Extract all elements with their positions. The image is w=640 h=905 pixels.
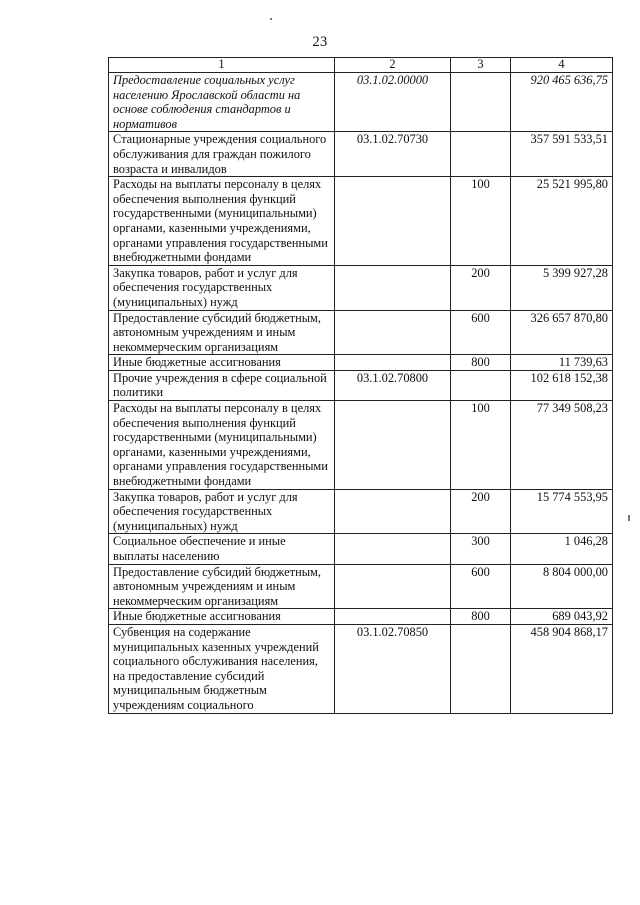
row-name-cell: Расходы на выплаты персоналу в целях обеспечения выполнения функций государственными (муниципальными) органами, казенными учреждениями, органами управления государственными внебюджетными фондами: [109, 177, 335, 266]
row-name-cell: Закупка товаров, работ и услуг для обеспечения государственных (муниципальных) нужд: [109, 489, 335, 534]
row-expense-type-cell: [451, 370, 511, 400]
row-name-cell: Предоставление социальных услуг населению Ярославской области на основе соблюдения стандартов и нормативов: [109, 73, 335, 132]
row-expense-type-cell: 200: [451, 265, 511, 310]
table-row: [109, 564, 613, 609]
row-code-cell: [335, 609, 451, 625]
row-expense-type-cell: 800: [451, 609, 511, 625]
row-code-cell: [335, 177, 451, 266]
scan-speck: [628, 515, 630, 521]
table-row: [109, 177, 613, 266]
row-amount-cell: 920 465 636,75: [511, 73, 613, 132]
row-expense-type-cell: 200: [451, 489, 511, 534]
header-col-3: 3: [451, 58, 511, 73]
row-name-cell: Предоставление субсидий бюджетным, автономным учреждениям и иным некоммерческим организациям: [109, 564, 335, 609]
row-amount-cell: 15 774 553,95: [511, 489, 613, 534]
row-amount-cell: 1 046,28: [511, 534, 613, 564]
row-code-cell: 03.1.02.70850: [335, 624, 451, 713]
row-expense-type-cell: 800: [451, 355, 511, 371]
row-name-cell: Предоставление субсидий бюджетным, автономным учреждениям и иным некоммерческим организациям: [109, 310, 335, 355]
row-name-cell: Прочие учреждения в сфере социальной политики: [109, 370, 335, 400]
table-row: [109, 310, 613, 355]
row-code-cell: [335, 310, 451, 355]
row-amount-cell: 102 618 152,38: [511, 370, 613, 400]
row-name-cell: Социальное обеспечение и иные выплаты населению: [109, 534, 335, 564]
scan-speck: [270, 18, 272, 20]
row-expense-type-cell: 600: [451, 564, 511, 609]
table-header-row: [109, 58, 613, 73]
table-row: [109, 489, 613, 534]
row-code-cell: [335, 355, 451, 371]
row-amount-cell: 458 904 868,17: [511, 624, 613, 713]
row-code-cell: [335, 564, 451, 609]
row-amount-cell: 326 657 870,80: [511, 310, 613, 355]
row-amount-cell: 357 591 533,51: [511, 132, 613, 177]
row-expense-type-cell: [451, 132, 511, 177]
row-code-cell: 03.1.02.70800: [335, 370, 451, 400]
table-body: [109, 73, 613, 714]
row-name-cell: Субвенция на содержание муниципальных казенных учреждений социального обслуживания населения, на предоставление субсидий муниципальным бюджетным учреждениям социального: [109, 624, 335, 713]
table-row: [109, 624, 613, 713]
row-amount-cell: 8 804 000,00: [511, 564, 613, 609]
row-code-cell: 03.1.02.70730: [335, 132, 451, 177]
row-name-cell: Стационарные учреждения социального обслуживания для граждан пожилого возраста и инвалидов: [109, 132, 335, 177]
row-name-cell: Иные бюджетные ассигнования: [109, 355, 335, 371]
row-name-cell: Иные бюджетные ассигнования: [109, 609, 335, 625]
table-row: [109, 370, 613, 400]
row-expense-type-cell: 100: [451, 177, 511, 266]
row-expense-type-cell: 600: [451, 310, 511, 355]
budget-table: [108, 57, 613, 714]
row-expense-type-cell: [451, 624, 511, 713]
header-col-2: 2: [335, 58, 451, 73]
header-col-1: 1: [109, 58, 335, 73]
table-row: [109, 534, 613, 564]
row-name-cell: Расходы на выплаты персоналу в целях обеспечения выполнения функций государственными (муниципальными) органами, казенными учреждениями, органами управления государственными внебюджетными фондами: [109, 401, 335, 490]
table-row: [109, 401, 613, 490]
row-expense-type-cell: [451, 73, 511, 132]
row-amount-cell: 77 349 508,23: [511, 401, 613, 490]
row-name-cell: Закупка товаров, работ и услуг для обеспечения государственных (муниципальных) нужд: [109, 265, 335, 310]
table-row: [109, 355, 613, 371]
row-amount-cell: 11 739,63: [511, 355, 613, 371]
header-col-4: 4: [511, 58, 613, 73]
row-expense-type-cell: 300: [451, 534, 511, 564]
row-code-cell: 03.1.02.00000: [335, 73, 451, 132]
row-code-cell: [335, 489, 451, 534]
table-row: [109, 609, 613, 625]
page-number: 23: [312, 34, 328, 50]
row-code-cell: [335, 401, 451, 490]
row-amount-cell: 689 043,92: [511, 609, 613, 625]
row-amount-cell: 5 399 927,28: [511, 265, 613, 310]
row-code-cell: [335, 534, 451, 564]
table-row: [109, 73, 613, 132]
row-expense-type-cell: 100: [451, 401, 511, 490]
row-amount-cell: 25 521 995,80: [511, 177, 613, 266]
row-code-cell: [335, 265, 451, 310]
table-row: [109, 265, 613, 310]
table-row: [109, 132, 613, 177]
